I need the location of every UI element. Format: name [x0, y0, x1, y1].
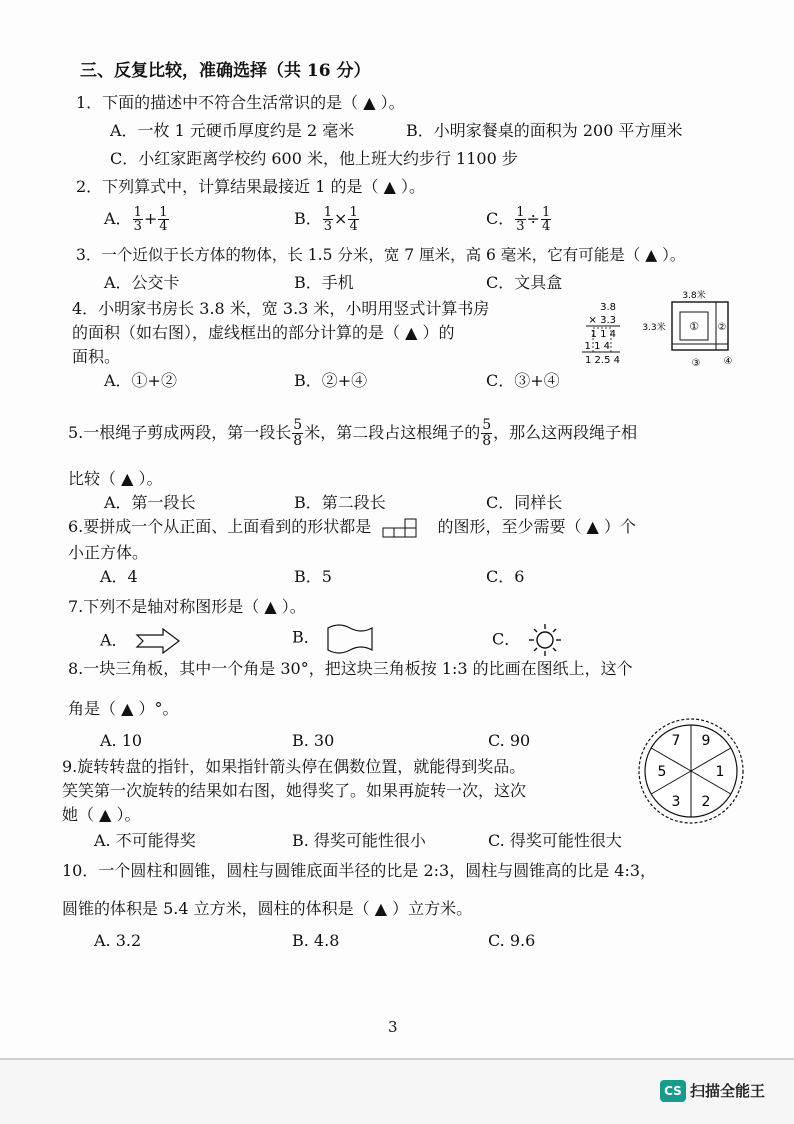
q6-option-b: B．5	[294, 567, 332, 586]
q10-stem-line2: 圆锥的体积是 5.4 立方米，圆柱的体积是（ ▲ ）立方米。	[62, 899, 473, 918]
q1-option-c: C．小红家距离学校约 600 米，他上班大约步行 1100 步	[110, 149, 518, 168]
q9-option-a: A. 不可能得奖	[94, 831, 196, 850]
q4-stem-line2: 的面积（如右图），虚线框出的部分计算的是（ ▲ ）的	[72, 323, 455, 342]
q2-stem: 2．下列算式中，计算结果最接近 1 的是（ ▲ ）。	[76, 177, 426, 196]
svg-text:④: ④	[723, 356, 733, 367]
q5-stem-line1: 5.一根绳子剪成两段，第一段长 $\frac{5}{8}$ 米，第二段占这根绳子的 $\frac{5}{8}$ ，那么这两段绳子相	[68, 417, 638, 449]
svg-text:①: ①	[689, 320, 699, 333]
q4-stem-line1: 4．小明家书房长 3.8 米，宽 3.3 米，小明用竖式计算书房	[72, 299, 490, 318]
q8-option-a: A. 10	[100, 731, 143, 750]
q6-shape-icon	[382, 518, 426, 538]
q5-option-a: A．第一段长	[104, 493, 196, 512]
q9-stem-line1: 9.旋转转盘的指针，如果指针箭头停在偶数位置，就能得到奖品。	[62, 757, 526, 776]
q6-stem-line2: 小正方体。	[68, 543, 149, 562]
q5-stem-line2: 比较（ ▲ ）。	[68, 469, 163, 488]
flag-shape-icon	[325, 622, 375, 654]
q2-option-c: C． $\frac{1}{3}$ ÷ $\frac{1}{4}$	[486, 205, 551, 234]
svg-text:②: ②	[717, 322, 727, 333]
q7-option-a: A．	[100, 628, 181, 654]
svg-text:③: ③	[691, 358, 701, 369]
q9-spinner	[636, 716, 746, 826]
q3-option-a: A．公交卡	[104, 273, 180, 292]
spinner-sector-label: 3	[671, 794, 681, 810]
q3-option-b: B．手机	[294, 273, 354, 292]
q1-option-b: B．小明家餐桌的面积为 200 平方厘米	[406, 121, 683, 140]
q1-option-a: A．一枚 1 元硬币厚度约是 2 毫米	[110, 121, 355, 140]
q10-stem-line1: 10．一个圆柱和圆锥，圆柱与圆锥底面半径的比是 2:3，圆柱与圆锥高的比是 4:3，	[62, 861, 657, 880]
q4-stem-line3: 面积。	[72, 347, 121, 366]
q7-stem: 7.下列不是轴对称图形是（ ▲ ）。	[68, 597, 306, 616]
q8-stem-line1: 8.一块三角板，其中一个角是 30°，把这块三角板按 1:3 的比画在图纸上，这个	[68, 659, 633, 678]
q6-stem-line1: 6.要拼成一个从正面、上面看到的形状都是 的图形，至少需要（ ▲ ）个	[68, 517, 636, 536]
svg-text:3.8: 3.8	[600, 302, 616, 313]
q6-option-c: C．6	[486, 567, 525, 586]
q3-stem: 3．一个近似于长方体的物体，长 1.5 分米，宽 7 厘米，高 6 毫米，它有可能是（ ▲ ）。	[76, 246, 686, 264]
svg-text:3.3米: 3.3米	[642, 323, 666, 333]
q4-vertical-calculation	[576, 298, 636, 368]
svg-text:1 2.5 4: 1 2.5 4	[585, 355, 620, 366]
svg-text:3.8米: 3.8米	[682, 291, 706, 301]
q5-option-c: C．同样长	[486, 493, 563, 512]
sun-shape-icon	[525, 622, 565, 658]
q4-room-figure	[636, 286, 746, 372]
q4-option-a: A．①+②	[104, 371, 177, 390]
q9-stem-line2: 笑笑第一次旋转的结果如右图，她得奖了。如果再旋转一次，这次	[62, 781, 527, 800]
q8-option-b: B. 30	[292, 731, 335, 750]
spinner-sector-label: 5	[657, 764, 667, 780]
q7-option-b: B．	[292, 622, 375, 654]
q8-option-c: C. 90	[488, 731, 531, 750]
svg-text:× 3.3: × 3.3	[588, 315, 616, 326]
q1-stem: 1．下面的描述中不符合生活常识的是（ ▲ ）。	[76, 93, 405, 112]
spinner-sector-label: 2	[701, 794, 711, 810]
camscanner-logo-icon: CS	[660, 1080, 686, 1102]
q10-option-c: C. 9.6	[488, 931, 536, 950]
q9-option-b: B. 得奖可能性很小	[292, 831, 426, 850]
arrow-shape-icon	[133, 628, 181, 654]
q2-option-a: A． $\frac{1}{3}$ + $\frac{1}{4}$	[104, 205, 168, 234]
svg-text:1 1 4: 1 1 4	[584, 341, 610, 352]
q7-option-c: C．	[492, 622, 565, 658]
q4-option-b: B．②+④	[294, 371, 368, 390]
q6-option-a: A．4	[100, 567, 138, 586]
page-number: 3	[388, 1018, 398, 1036]
q8-stem-line2: 角是（ ▲ ）°。	[68, 699, 179, 718]
spinner-sector-label: 7	[671, 733, 681, 749]
q9-stem-line3: 她（ ▲ ）。	[62, 805, 141, 824]
q5-option-b: B．第二段长	[294, 493, 386, 512]
spinner-sector-label: 1	[715, 764, 725, 780]
spinner-sector-label: 9	[701, 733, 711, 749]
q10-option-b: B. 4.8	[292, 931, 340, 950]
q10-option-a: A. 3.2	[94, 931, 142, 950]
section-title: 三、反复比较，准确选择（共 16 分）	[80, 61, 371, 81]
q4-option-c: C．③+④	[486, 371, 560, 390]
q9-option-c: C. 得奖可能性很大	[488, 831, 622, 850]
q3-option-c: C．文具盒	[486, 273, 563, 292]
q2-option-b: B． $\frac{1}{3}$ × $\frac{1}{4}$	[294, 205, 358, 234]
svg-text:1 1 4: 1 1 4	[590, 329, 616, 340]
camscanner-app-name: 扫描全能王	[690, 1082, 766, 1100]
